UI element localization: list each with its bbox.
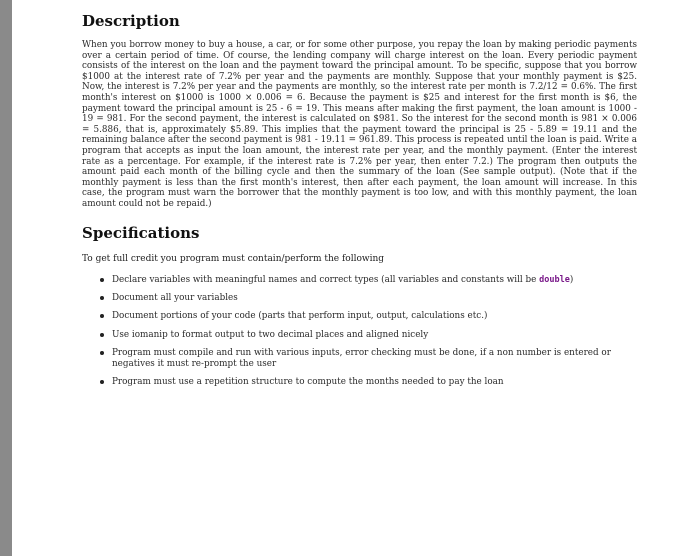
bullet-icon bbox=[100, 351, 104, 355]
bullet-icon bbox=[100, 278, 104, 282]
spec-item-document-variables bbox=[100, 293, 637, 303]
spec-item-code: double bbox=[539, 274, 570, 285]
specifications-heading: Specifications bbox=[82, 223, 200, 242]
bullet-icon bbox=[100, 314, 104, 318]
description-paragraph: When you borrow money to buy a house, a car, or for some other purpose, you repay the loan by making periodic payments over a certain period of time. Of course, the lending company will charge interest on the loan. Every periodic payment consists of the interest on the loan and the payment toward the principal amount. To be specific, suppose that you borrow $1000 at the interest rate of 7.2% per year and the payments are monthly. Suppose that your monthly payment is $25. Now, the interest is 7.2% per year and the payments are monthly, so the interest rate per month is 7.2/12 = 0.6%. The first month's interest on $1000 is 1000 × 0.006 = 6. Because the payment is $25 and interest for the first month is $6, the payment toward the principal amount is 25 - 6 = 19. This means after making the first payment, the loan amount is 1000 - 19 = 981. For the second payment, the interest is calculated on $981. So the interest for the second month is 981 × 0.006 = 5.886, that is, approximately $5.89. This implies that the payment toward the principal is 25 - 5.89 = 19.11 and the remaining balance after the second payment is 981 - 19.11 = 961.89. This process is repeated until the loan is paid. Write a program that accepts as input the loan amount, the interest rate per year, and the monthly payment. (Enter the interest rate as a percentage. For example, if the interest rate is 7.2% per year, then enter 7.2.) The program then outputs the amount paid each month of the billing cycle and then the summary of the loan (See sample output). (Note that if the monthly payment is less than the first month's interest, then after each payment, the loan amount will increase. In this case, the program must warn the borrower that the monthly payment is too low, and with this monthly payment, the loan amount could not be repaid.) bbox=[82, 40, 637, 209]
spec-item-text: Declare variables with meaningful names and correct types (all variables and constants will be bbox=[112, 274, 540, 285]
bullet-icon bbox=[100, 296, 104, 300]
specifications-list bbox=[82, 275, 642, 388]
spec-item-text-end: ) bbox=[569, 274, 574, 285]
spec-item-error-checking bbox=[100, 348, 637, 369]
description-heading: Description bbox=[82, 12, 180, 30]
document-page bbox=[82, 8, 642, 395]
spec-item-text: Use iomanip to format output to two decimal places and aligned nicely bbox=[112, 329, 429, 340]
bullet-icon bbox=[100, 380, 104, 384]
window-left-edge bbox=[0, 0, 12, 556]
spec-item-document-code bbox=[100, 311, 637, 321]
spec-item-iomanip bbox=[100, 330, 637, 340]
spec-item-declare-variables bbox=[100, 275, 637, 285]
spec-item-text: Program must compile and run with various inputs, error checking must be done, if a non number is entered or negatives it must re-prompt the user bbox=[112, 348, 611, 369]
spec-item-text: Program must use a repetition structure to compute the months needed to pay the loan bbox=[112, 376, 504, 387]
bullet-icon bbox=[100, 333, 104, 337]
spec-item-text: Document all your variables bbox=[112, 292, 238, 303]
spec-item-repetition bbox=[100, 377, 637, 387]
spec-item-text: Document portions of your code (parts that perform input, output, calculations etc.) bbox=[112, 311, 488, 322]
specifications-intro: To get full credit you program must contain/perform the following bbox=[82, 253, 385, 264]
